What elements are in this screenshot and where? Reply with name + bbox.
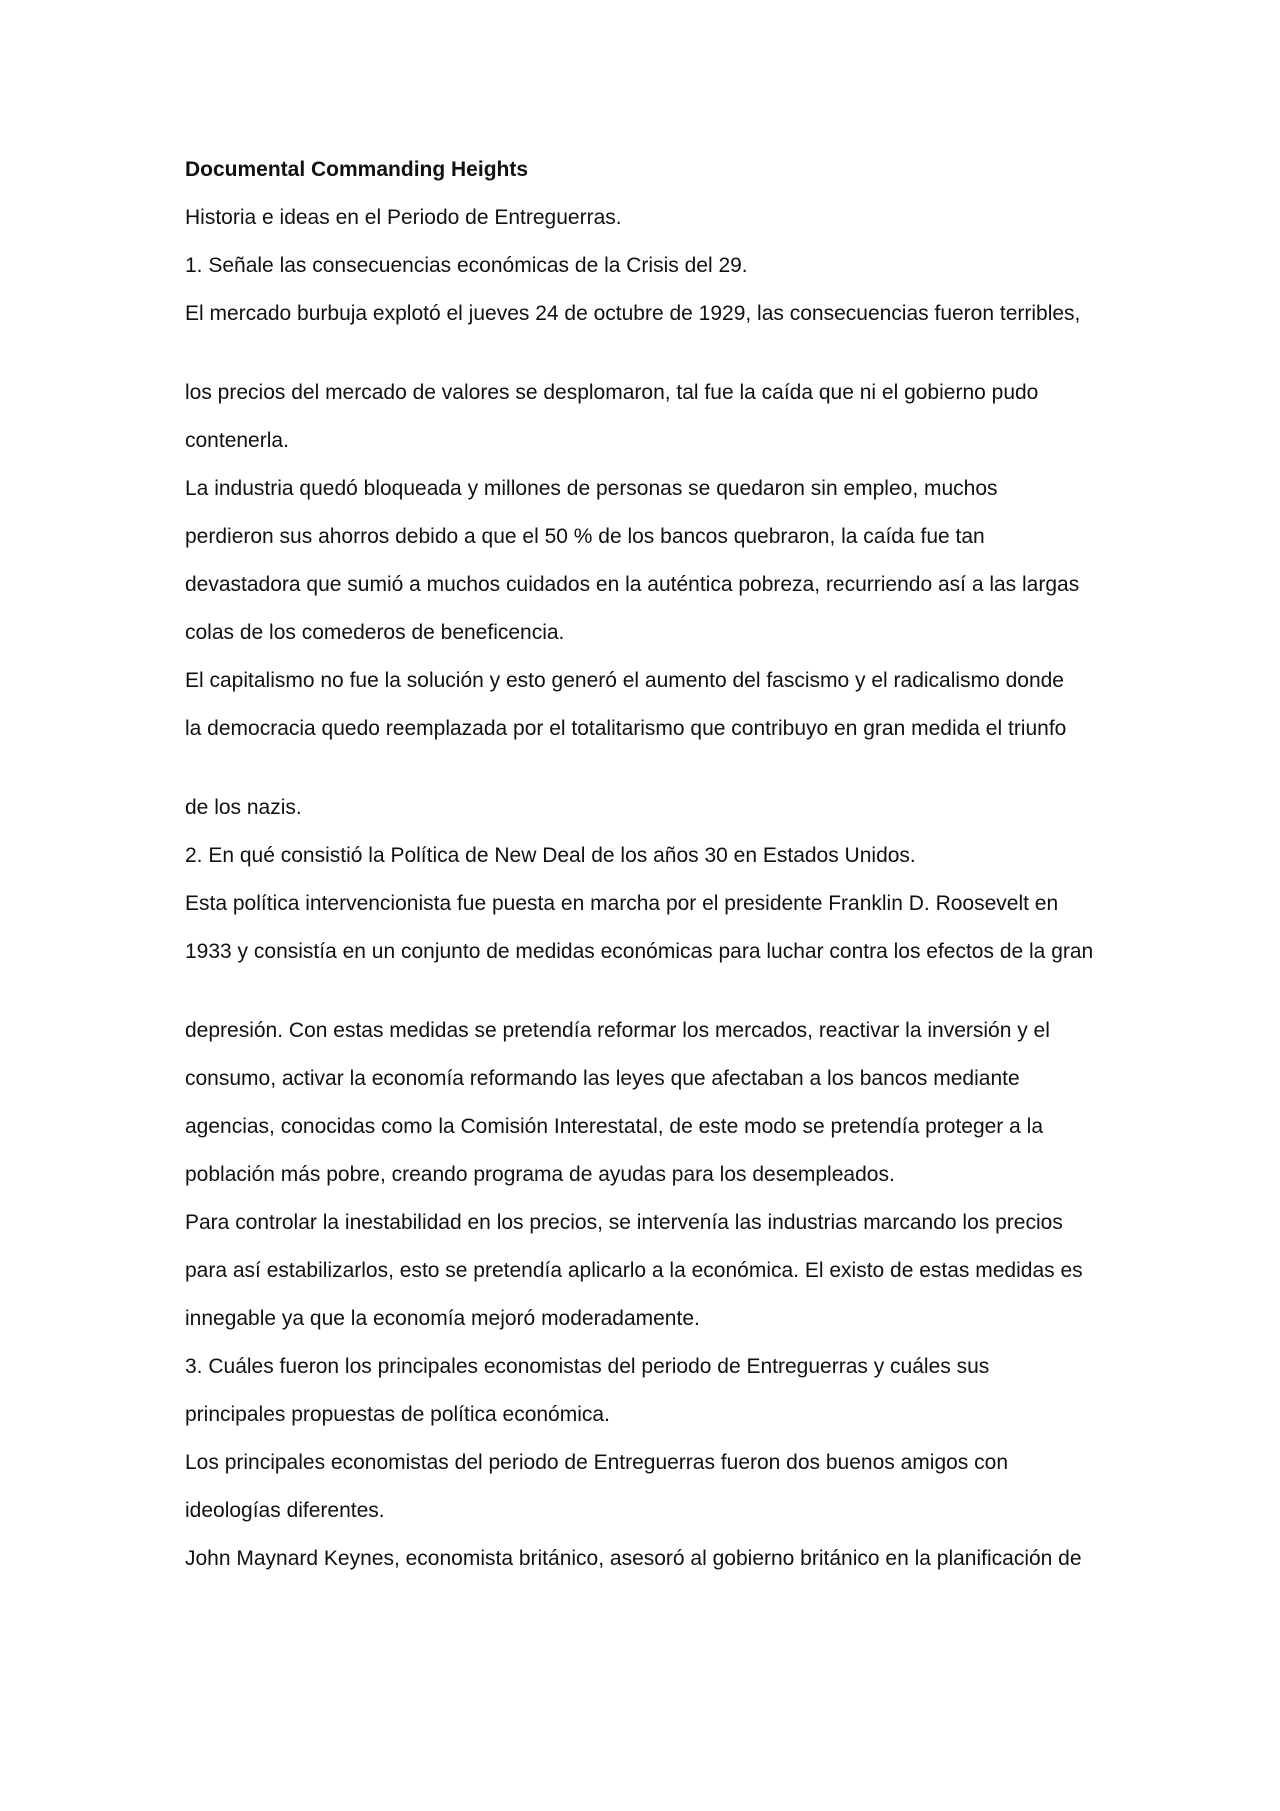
paragraph-line: El mercado burbuja explotó el jueves 24 de octubre de 1929, las consecuencias fueron terribles, (185, 302, 1081, 325)
paragraph-line: devastadora que sumió a muchos cuidados en la auténtica pobreza, recurriendo así a las largas (185, 573, 1080, 596)
paragraph-line: depresión. Con estas medidas se pretendía reformar los mercados, reactivar la inversión y el (185, 1019, 1050, 1042)
paragraph-line: Esta política intervencionista fue puesta en marcha por el presidente Franklin D. Roosevelt en (185, 892, 1059, 915)
paragraph-line: John Maynard Keynes, economista británico, asesoró al gobierno británico en la planificación de (185, 1547, 1082, 1570)
paragraph-line: contenerla. (185, 429, 289, 452)
paragraph-line: Los principales economistas del periodo de Entreguerras fueron dos buenos amigos con (185, 1451, 1008, 1474)
document-title: Documental Commanding Heights (185, 158, 529, 181)
question-3: 3. Cuáles fueron los principales economistas del periodo de Entreguerras y cuáles sus (185, 1355, 990, 1378)
question-1: 1. Señale las consecuencias económicas de la Crisis del 29. (185, 254, 748, 277)
paragraph-line: innegable ya que la economía mejoró moderadamente. (185, 1307, 700, 1330)
paragraph-line: Para controlar la inestabilidad en los precios, se intervenía las industrias marcando los precios (185, 1211, 1063, 1234)
paragraph-line: de los nazis. (185, 796, 302, 819)
paragraph-line: para así estabilizarlos, esto se pretendía aplicarlo a la económica. El existo de estas medidas es (185, 1259, 1083, 1282)
question-3-continued: principales propuestas de política económica. (185, 1403, 610, 1426)
subtitle-line: Historia e ideas en el Periodo de Entreguerras. (185, 206, 622, 229)
paragraph-line: perdieron sus ahorros debido a que el 50 % de los bancos quebraron, la caída fue tan (185, 525, 985, 548)
paragraph-line: ideologías diferentes. (185, 1499, 385, 1522)
paragraph-line: la democracia quedo reemplazada por el totalitarismo que contribuyo en gran medida el triunfo (185, 717, 1067, 740)
paragraph-line: colas de los comederos de beneficencia. (185, 621, 565, 644)
paragraph-line: La industria quedó bloqueada y millones de personas se quedaron sin empleo, muchos (185, 477, 998, 500)
paragraph-line: 1933 y consistía en un conjunto de medidas económicas para luchar contra los efectos de la gran (185, 940, 1094, 963)
question-2: 2. En qué consistió la Política de New Deal de los años 30 en Estados Unidos. (185, 844, 916, 867)
paragraph-line: consumo, activar la economía reformando las leyes que afectaban a los bancos mediante (185, 1067, 1020, 1090)
paragraph-line: El capitalismo no fue la solución y esto generó el aumento del fascismo y el radicalismo donde (185, 669, 1064, 692)
paragraph-line: población más pobre, creando programa de ayudas para los desempleados. (185, 1163, 895, 1186)
paragraph-line: agencias, conocidas como la Comisión Interestatal, de este modo se pretendía proteger a la (185, 1115, 1043, 1138)
paragraph-line: los precios del mercado de valores se desplomaron, tal fue la caída que ni el gobierno pudo (185, 381, 1039, 404)
